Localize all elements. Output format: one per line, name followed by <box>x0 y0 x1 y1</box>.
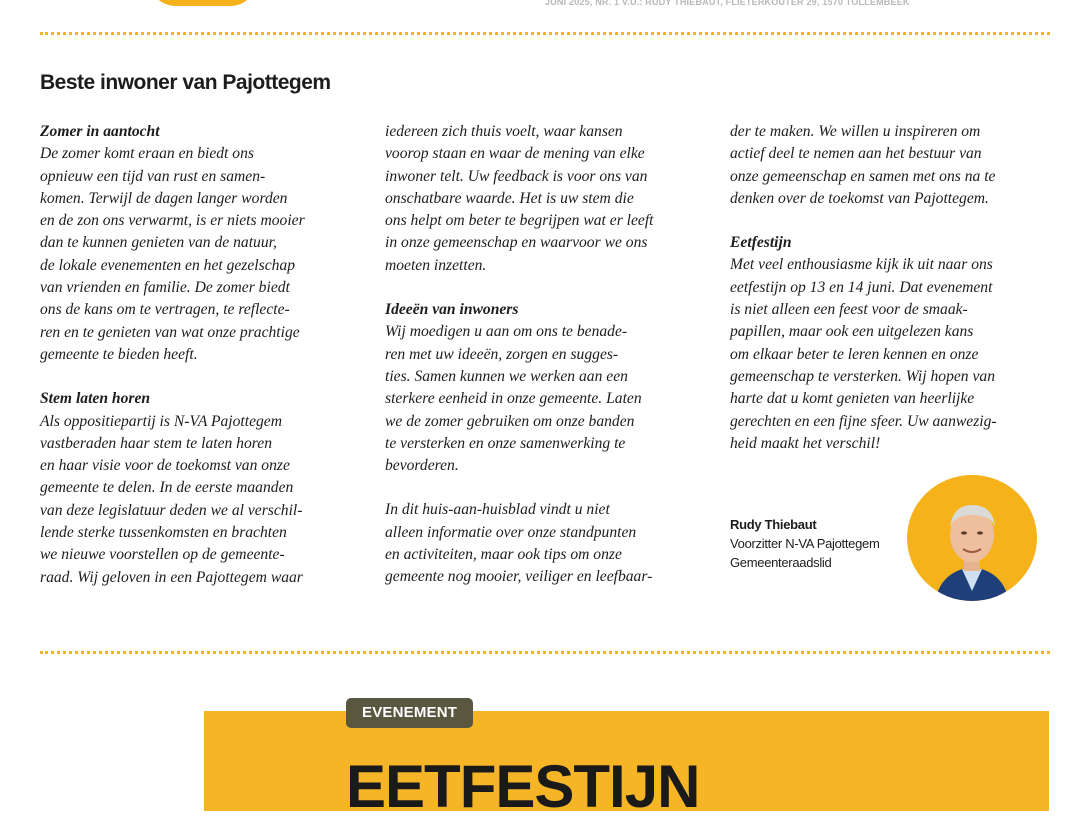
text-line: opnieuw een tijd van rust en samen- <box>40 167 266 185</box>
paragraph-continued <box>385 121 710 277</box>
text-line: bevorderen. <box>385 457 459 475</box>
text-line: de lokale evenementen en het gezelschap <box>40 256 296 274</box>
text-line: gemeente te bieden heeft. <box>40 345 198 363</box>
text-line: ren en te genieten van wat onze prachtige <box>40 323 300 341</box>
text-line: Met veel enthousiasme kijk ik uit naar ons <box>730 256 993 274</box>
article-title: Beste inwoner van Pajottegem <box>40 71 331 94</box>
paragraph-continued <box>730 121 1055 210</box>
paragraph-huis-aan-huisblad <box>385 499 710 588</box>
article-column-1 <box>40 121 365 589</box>
text-line: voorop staan en waar de mening van elke <box>385 145 645 163</box>
section-title-zomer: Zomer in aantocht <box>40 123 160 140</box>
text-line: Als oppositiepartij is N-VA Pajottegem <box>40 412 282 430</box>
dotted-divider-bottom <box>40 651 1050 654</box>
text-line: harte dat u komt genieten van heerlijke <box>730 390 975 408</box>
signature-name: Rudy Thiebaut <box>730 517 817 532</box>
section-body-ideeen <box>385 321 710 477</box>
text-line: gemeente nog mooier, veiliger en leefbaar- <box>385 568 653 586</box>
text-line: heid maakt het verschil! <box>730 434 881 452</box>
text-line: onschatbare waarde. Het is uw stem die <box>385 189 634 207</box>
text-line: gemeente te delen. In de eerste maanden <box>40 479 294 497</box>
text-line: we de zomer gebruiken om onze banden <box>385 412 635 430</box>
portrait-illustration <box>907 475 1037 601</box>
text-line: raad. Wij geloven in een Pajottegem waar <box>40 568 303 586</box>
author-portrait <box>907 475 1037 601</box>
text-line: ons helpt om beter te begrijpen wat er leeft <box>385 212 654 230</box>
text-line: en de zon ons verwarmt, is er niets mooier <box>40 212 305 230</box>
dotted-divider-top <box>40 32 1050 35</box>
text-line: dan te kunnen genieten van de natuur, <box>40 234 277 252</box>
section-body-stem <box>40 411 365 589</box>
section-title-eetfestijn: Eetfestijn <box>730 234 792 252</box>
text-line: In dit huis-aan-huisblad vindt u niet <box>385 501 610 519</box>
text-line: De zomer komt eraan en biedt ons <box>40 145 254 163</box>
text-line: iedereen zich thuis voelt, waar kansen <box>385 123 623 140</box>
text-line: in onze gemeenschap en waarvoor we ons <box>385 234 648 252</box>
event-category-tag: EVENEMENT <box>346 698 473 728</box>
text-line: lende sterke tussenkomsten en brachten <box>40 524 287 542</box>
text-line: moeten inzetten. <box>385 256 487 274</box>
text-line: vastberaden haar stem te laten horen <box>40 434 272 452</box>
signature-role: Voorzitter N-VA Pajottegem <box>730 536 880 551</box>
text-line: gemeenschap te versterken. Wij hopen van <box>730 367 996 385</box>
text-line: ren met uw ideeën, zorgen en sugges- <box>385 345 619 363</box>
text-line: sterkere eenheid in onze gemeente. Laten <box>385 390 642 408</box>
text-line: der te maken. We willen u inspireren om <box>730 123 981 140</box>
text-line: en activiteiten, maar ook tips om onze <box>385 546 622 564</box>
text-line: om elkaar beter te leren kennen en onze <box>730 345 979 363</box>
text-line: komen. Terwijl de dagen langer worden <box>40 189 288 207</box>
signature-role-2: Gemeenteraadslid <box>730 555 832 570</box>
text-line: Wij moedigen u aan om ons te benade- <box>385 323 628 341</box>
text-line: papillen, maar ook een uitgelezen kans <box>730 323 974 341</box>
text-line: en haar visie voor de toekomst van onze <box>40 457 290 475</box>
text-line: van vrienden en familie. De zomer biedt <box>40 279 290 297</box>
publication-info-line: JUNI 2025, NR. 1 V.U.: RUDY THIEBAUT, FLIETERKOUTER 29, 1570 TOLLEMBEEK <box>545 0 910 7</box>
article-column-2 <box>385 121 710 589</box>
text-line: te versterken en onze samenwerking te <box>385 434 626 452</box>
text-line: is niet alleen een feest voor de smaak- <box>730 301 968 319</box>
section-body-zomer <box>40 143 365 366</box>
text-line: onze gemeenschap en samen met ons na te <box>730 167 996 185</box>
text-line: ties. Samen kunnen we werken aan een <box>385 367 628 385</box>
logo-arc <box>148 0 258 6</box>
text-line: van deze legislatuur deden we al verschil- <box>40 501 303 519</box>
text-line: gerechten en een fijne sfeer. Uw aanwezig- <box>730 412 997 430</box>
event-title: EETFESTIJN <box>346 753 700 820</box>
text-line: actief deel te nemen aan het bestuur van <box>730 145 982 163</box>
signature-block <box>730 515 879 572</box>
text-line: alleen informatie over onze standpunten <box>385 523 637 541</box>
text-line: inwoner telt. Uw feedback is voor ons van <box>385 167 648 185</box>
section-title-stem: Stem laten horen <box>40 390 151 408</box>
section-body-eetfestijn <box>730 254 1055 455</box>
text-line: denken over de toekomst van Pajottegem. <box>730 189 989 207</box>
section-title-ideeen: Ideeën van inwoners <box>385 301 519 319</box>
text-line: we nieuwe voorstellen op de gemeente- <box>40 546 285 564</box>
text-line: ons de kans om te vertragen, te reflecte- <box>40 301 290 319</box>
article-column-3 <box>730 121 1055 455</box>
text-line: eetfestijn op 13 en 14 juni. Dat evenement <box>730 278 993 296</box>
